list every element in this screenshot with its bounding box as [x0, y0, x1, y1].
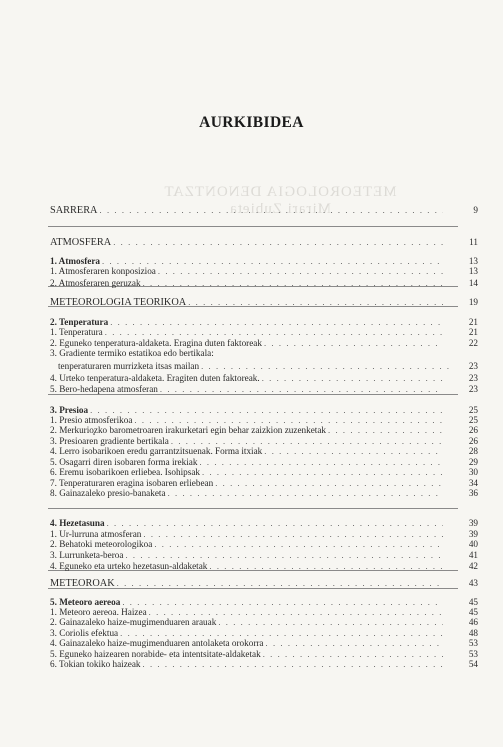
toc-entry[interactable]: [50, 659, 443, 669]
toc-leader-dots: [328, 425, 443, 435]
toc-entry-label: 1. Ur-lurruna atmosferan: [50, 529, 142, 539]
bleedthrough-line-1: METEOROLOGIA DENONTZAT: [163, 184, 397, 200]
toc-leader-dots: [105, 327, 443, 337]
toc-entry-label: 5. Osagarri diren isobaren forma irekiak: [50, 457, 198, 467]
toc-entry-label: 8. Gainazaleko presio-banaketa: [50, 488, 166, 498]
toc-leader-dots: [134, 415, 443, 425]
toc-page-number: 21: [468, 327, 478, 337]
toc-entry[interactable]: [50, 297, 443, 308]
toc-leader-dots: [143, 529, 443, 539]
toc-leader-dots: [266, 638, 443, 648]
toc-page-number: 29: [468, 457, 478, 467]
section-divider: [48, 394, 458, 395]
toc-entry[interactable]: [50, 415, 443, 425]
toc-leader-dots: [143, 659, 443, 669]
toc-entry-label: 3. Presioa: [50, 405, 89, 415]
toc-page-number: 26: [468, 436, 478, 446]
toc-entry[interactable]: [50, 578, 443, 589]
toc-leader-dots: [160, 384, 443, 394]
toc-page-number: 41: [468, 550, 478, 560]
toc-entry-label: 1. Tenperatura: [50, 327, 103, 337]
toc-leader-dots: [113, 237, 443, 247]
toc-entry-label: 6. Eremu isobarikoen erliebea. Isohipsak: [50, 467, 201, 477]
toc-page-number: 25: [468, 415, 478, 425]
toc-entry[interactable]: [50, 467, 443, 477]
toc-leader-dots: [264, 446, 443, 456]
toc-leader-dots: [209, 561, 443, 571]
toc-entry-label: 3. Lurrunketa-beroa: [50, 550, 124, 560]
toc-entry-label: 4. Eguneko eta urteko hezetasun-aldaketak: [50, 561, 208, 571]
toc-entry-label: 3. Coriolis efektua: [50, 628, 119, 638]
toc-entry[interactable]: [50, 478, 443, 488]
toc-leader-dots: [263, 649, 443, 659]
toc-page-number: 34: [468, 478, 478, 488]
toc-entry[interactable]: [50, 561, 443, 571]
toc-entry-label: 2. Behatoki meteorologikoa: [50, 539, 153, 549]
toc-page-number: 39: [468, 529, 478, 539]
toc-entry[interactable]: [50, 550, 443, 560]
toc-leader-dots: [171, 436, 443, 446]
toc-page-number: 13: [468, 256, 478, 266]
toc-entry-label: 1. Atmosfera: [50, 256, 101, 266]
toc-entry-label: ATMOSFERA: [50, 237, 112, 248]
toc-entry-label: 5. Meteoro aereoa: [50, 597, 121, 607]
toc-page-number: 22: [468, 338, 478, 348]
toc-leader-dots: [201, 361, 451, 371]
toc-page-number: 53: [468, 638, 478, 648]
toc-leader-dots: [107, 518, 443, 528]
toc-entry-label: 5. Eguneko haizearen norabide- eta intentsitate-aldaketak: [50, 649, 261, 659]
toc-entry[interactable]: [50, 256, 443, 266]
toc-entry-label: 2. Tenperatura: [50, 317, 109, 327]
toc-entry[interactable]: [50, 405, 443, 415]
toc-leader-dots: [102, 256, 443, 266]
toc-entry[interactable]: [50, 237, 443, 248]
toc-entry[interactable]: [50, 607, 443, 617]
toc-entry-label: 4. Hezetasuna: [50, 518, 105, 528]
toc-leader-dots: [143, 278, 443, 288]
toc-leader-dots: [199, 457, 443, 467]
toc-page-number: 53: [468, 649, 478, 659]
toc-page-number: 23: [468, 384, 478, 394]
toc-entry[interactable]: [50, 348, 443, 358]
toc-leader-dots: [117, 578, 443, 588]
toc-entry-label: 3. Gradiente termiko estatikoa edo bertikala:: [50, 348, 214, 358]
toc-leader-dots: [168, 488, 443, 498]
toc-entry-label: 2. Atmosferaren geruzak: [50, 278, 141, 288]
toc-leader-dots: [149, 607, 443, 617]
toc-page-number: 23: [468, 373, 478, 383]
toc-entry-label: 2. Gainazaleko haize-mugimenduaren arauak: [50, 617, 217, 627]
toc-page-number: 9: [473, 205, 478, 215]
toc-leader-dots: [154, 539, 443, 549]
toc-entry-label: 1. Presio atmosferikoa: [50, 415, 133, 425]
toc-entry-label: 4. Gainazaleko haize-mugimenduaren antolaketa orokorra: [50, 638, 264, 648]
toc-leader-dots: [202, 467, 443, 477]
toc-entry-label: 4. Lerro isobarikoen eredu garrantzitsuenak. Forma itxiak: [50, 446, 263, 456]
toc-leader-dots: [120, 628, 443, 638]
toc-page-number: 11: [469, 237, 478, 247]
toc-page-number: 45: [468, 597, 478, 607]
toc-entry-label: 2. Eguneko tenperatura-aldaketa. Eragina duten faktoreak: [50, 338, 262, 348]
toc-leader-dots: [110, 317, 443, 327]
toc-entry-label: 4. Urteko tenperatura-aldaketa. Eragiten duten faktoreak.: [50, 373, 260, 383]
toc-entry[interactable]: [50, 205, 443, 216]
toc-entry[interactable]: [50, 446, 443, 456]
toc-entry-label: METEOROLOGIA TEORIKOA: [50, 297, 187, 308]
toc-entry-label: 7. Tenperaturaren eragina isobaren erliebean: [50, 478, 214, 488]
toc-entry[interactable]: [50, 436, 443, 446]
toc-page-number: 42: [468, 561, 478, 571]
toc-page-number: 40: [468, 539, 478, 549]
section-divider: [48, 226, 458, 227]
toc-page-number: 14: [468, 278, 478, 288]
toc-entry[interactable]: [50, 628, 443, 638]
toc-entry-label: 6. Tokian tokiko haizeak: [50, 659, 141, 669]
toc-entry[interactable]: [50, 338, 443, 348]
toc-page-number: 36: [468, 488, 478, 498]
toc-page-number: 45: [468, 607, 478, 617]
toc-page-number: 23: [468, 361, 478, 371]
toc-page-number: 21: [468, 317, 478, 327]
toc-entry[interactable]: [50, 317, 443, 327]
toc-entry[interactable]: [50, 597, 443, 607]
toc-entry-label: METEOROAK: [50, 578, 115, 589]
toc-page-number: 39: [468, 518, 478, 528]
toc-entry-label: tenperaturaren murrizketa itsas mailan: [58, 361, 200, 371]
toc-entry[interactable]: [50, 649, 443, 659]
toc-leader-dots: [264, 338, 443, 348]
toc-entry-label: SARRERA: [50, 205, 98, 216]
toc-entry[interactable]: [50, 425, 443, 435]
toc-entry-label: 1. Atmosferaren konposizioa: [50, 266, 156, 276]
toc-entry[interactable]: [50, 617, 443, 627]
toc-page-number: 30: [468, 467, 478, 477]
toc-entry-label: 1. Meteoro aereoa. Haizea: [50, 607, 147, 617]
toc-page-number: 19: [468, 297, 478, 307]
toc-page-number: 28: [468, 446, 478, 456]
toc-page-number: 46: [468, 617, 478, 627]
toc-leader-dots: [90, 405, 443, 415]
toc-entry[interactable]: [50, 638, 443, 648]
toc-entry[interactable]: [50, 266, 443, 276]
toc-entry[interactable]: [50, 488, 443, 498]
section-divider: [48, 508, 458, 509]
toc-entry[interactable]: [50, 518, 443, 528]
toc-entry[interactable]: [50, 457, 443, 467]
page-title: AURKIBIDEA: [199, 114, 304, 131]
toc-leader-dots: [218, 617, 443, 627]
toc-page-number: 43: [468, 578, 478, 588]
toc-leader-dots: [158, 266, 443, 276]
toc-entry[interactable]: [50, 373, 443, 383]
toc-entry[interactable]: [58, 361, 451, 371]
toc-entry[interactable]: [50, 278, 443, 288]
toc-entry[interactable]: [50, 327, 443, 337]
toc-leader-dots: [215, 478, 443, 488]
toc-entry[interactable]: [50, 539, 443, 549]
toc-entry-label: 2. Merkurio̧zko barometroaren irakurketari egin behar zaizkion zuzenketak: [50, 425, 327, 435]
toc-entry[interactable]: [50, 384, 443, 394]
toc-entry-label: 5. Bero-hedapena atmosferan: [50, 384, 158, 394]
toc-page-number: 54: [468, 659, 478, 669]
toc-entry-label: 3. Presioaren gradiente bertikala: [50, 436, 169, 446]
bleedthrough-line-2: Mirari Zubieta: [229, 201, 331, 217]
toc-leader-dots: [262, 373, 443, 383]
toc-page-number: 13: [468, 266, 478, 276]
toc-leader-dots: [188, 297, 443, 307]
toc-page-number: 25: [468, 405, 478, 415]
toc-leader-dots: [100, 205, 444, 215]
toc-entry[interactable]: [50, 529, 443, 539]
toc-leader-dots: [122, 597, 443, 607]
toc-page-number: 26: [468, 425, 478, 435]
toc-leader-dots: [125, 550, 443, 560]
toc-page-number: 48: [468, 628, 478, 638]
